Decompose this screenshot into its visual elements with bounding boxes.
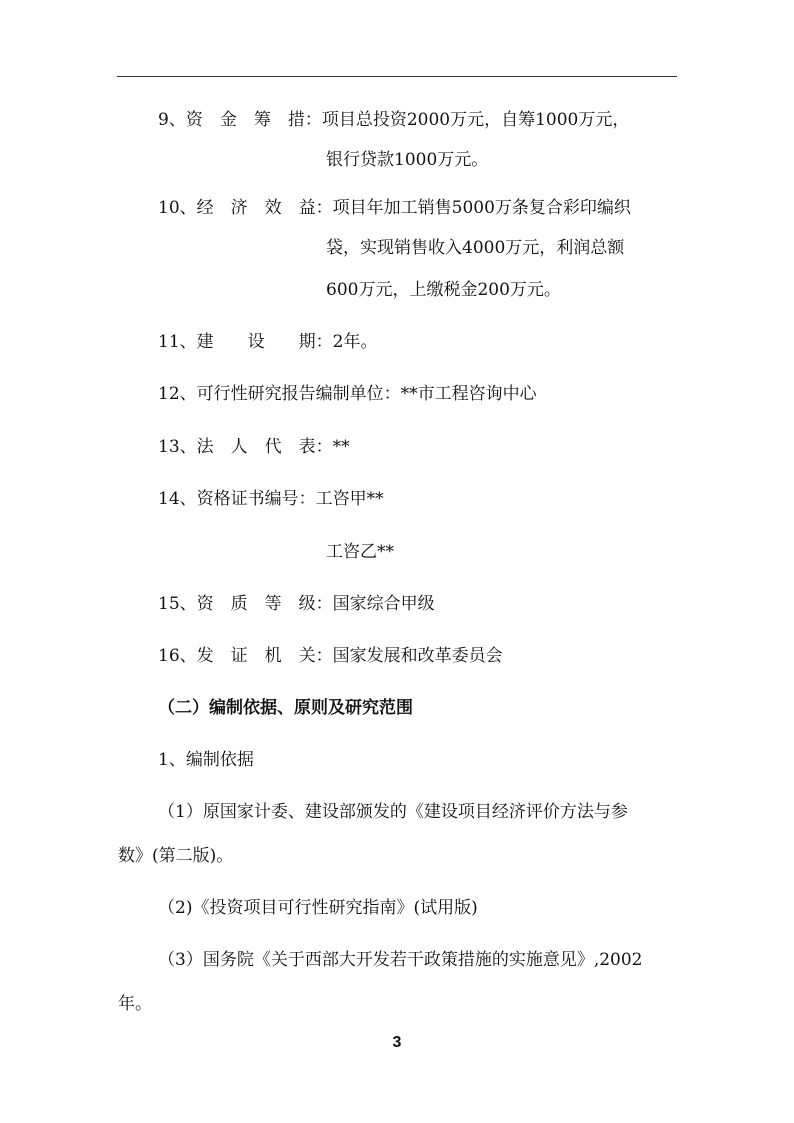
basis-2: （2)《投资项目可行性研究指南》(试用版): [158, 898, 478, 918]
basis-1-line-1: （1）原国家计委、建设部颁发的《建设项目经济评价方法与参: [158, 802, 628, 822]
page-number: 3: [392, 1034, 402, 1051]
item-9-continuation: 银行贷款1000万元。: [326, 150, 489, 170]
item-10-continuation-1: 袋，实现销售收入4000万元，利润总额: [326, 238, 625, 258]
section-heading: （二）编制依据、原则及研究范围: [158, 698, 413, 718]
item-15: 15、资 质 等 级：国家综合甲级: [158, 594, 435, 614]
item-9: [158, 109, 629, 131]
basis-3-line-1: （3）国务院《关于西部大开发若干政策措施的实施意见》,2002: [158, 950, 643, 970]
item-13: 13、法 人 代 表：**: [158, 437, 350, 457]
basis-3-line-2: 年。: [118, 994, 152, 1014]
subsection-1-title: 1、编制依据: [158, 750, 254, 770]
item-10-label: 10、经 济 效 益：: [158, 198, 333, 218]
item-11: 11、建 设 期：2年。: [158, 332, 378, 352]
item-10: [158, 197, 631, 219]
item-10-continuation-2: 600万元，上缴税金200万元。: [326, 280, 561, 300]
item-12: 12、可行性研究报告编制单位：**市工程咨询中心: [158, 384, 537, 404]
header-rule: [117, 76, 677, 77]
item-9-text: 项目总投资2000万元，自筹1000万元，: [321, 110, 630, 130]
item-14-continuation: 工咨乙**: [326, 542, 394, 562]
item-14: 14、资格证书编号：工咨甲**: [158, 489, 384, 509]
item-10-text: 项目年加工销售5000万条复合彩印编织: [332, 198, 631, 218]
basis-1-line-2: 数》(第二版)。: [118, 846, 234, 866]
item-16: 16、发 证 机 关：国家发展和改革委员会: [158, 646, 503, 666]
item-9-label: 9、资 金 筹 措：: [158, 110, 322, 130]
